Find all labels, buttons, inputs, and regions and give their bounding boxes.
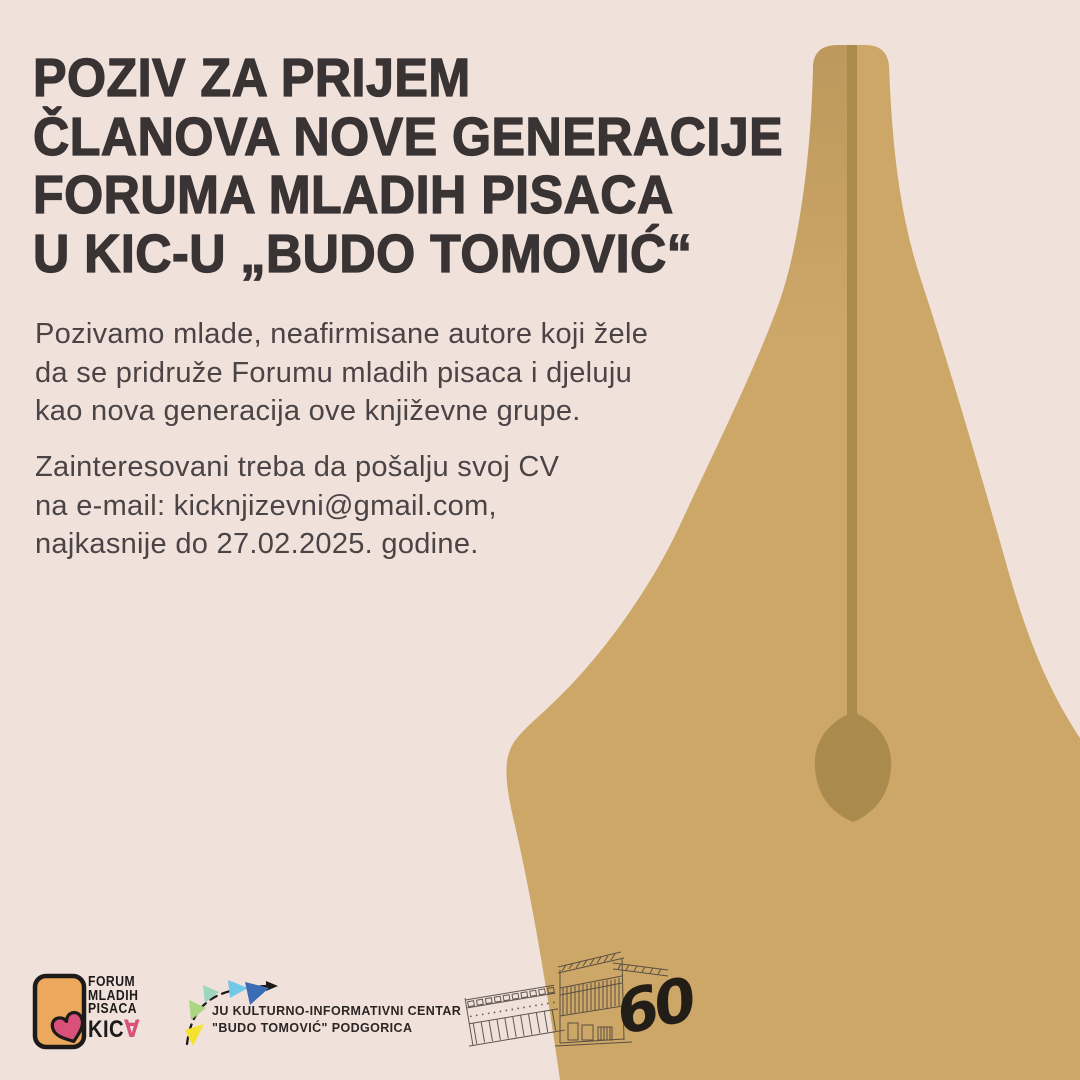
headline-line-3: FORUMA MLADIH PISACA [33, 165, 674, 225]
anniversary-60: 60 [610, 964, 699, 1050]
triangle-sky [228, 980, 248, 998]
kic-logo-text [212, 1003, 461, 1036]
intro-paragraph [35, 315, 648, 431]
details-line-1: Zainteresovani treba da pošalju svoj CV [35, 451, 560, 483]
headline [33, 49, 783, 283]
fmp-logo-mark [35, 976, 88, 1047]
intro-line-1: Pozivamo mlade, neafirmisane autore koji žele [35, 318, 649, 350]
arc-arrowhead [266, 981, 278, 991]
fmp-word-mladih: MLADIH [88, 987, 139, 1004]
intro-line-3: kao nova generacija ove književne grupe. [35, 395, 581, 428]
headline-line-1: POZIV ZA PRIJEM [33, 48, 471, 108]
fmp-brand-mark: ∀ [123, 1015, 141, 1043]
intro-line-2: da se pridruže Forumu mladih pisaca i djeluju [35, 356, 633, 389]
details-line-3: najkasnije do 27.02.2025. godine. [35, 528, 479, 561]
kic-text-line-1: JU KULTURNO-INFORMATIVNI CENTAR [212, 1004, 462, 1018]
fmp-logo-wordmark [88, 976, 140, 1042]
details-line-2: na e-mail: kicknjizevni@gmail.com, [35, 489, 497, 522]
fmp-brand-kic: KIC [88, 1015, 124, 1043]
fmp-word-forum: FORUM [88, 974, 136, 990]
kic-text-line-2: "BUDO TOMOVIĆ" PODGORICA [212, 1020, 413, 1035]
headline-line-4: U KIC-U „BUDO TOMOVIĆ“ [33, 223, 693, 284]
triangle-green [189, 1000, 206, 1020]
details-paragraph [35, 448, 559, 564]
fmp-word-pisaca: PISACA [88, 1001, 138, 1018]
headline-line-2: ČLANOVA NOVE GENERACIJE [33, 106, 784, 167]
fmp-brand [88, 1017, 140, 1042]
